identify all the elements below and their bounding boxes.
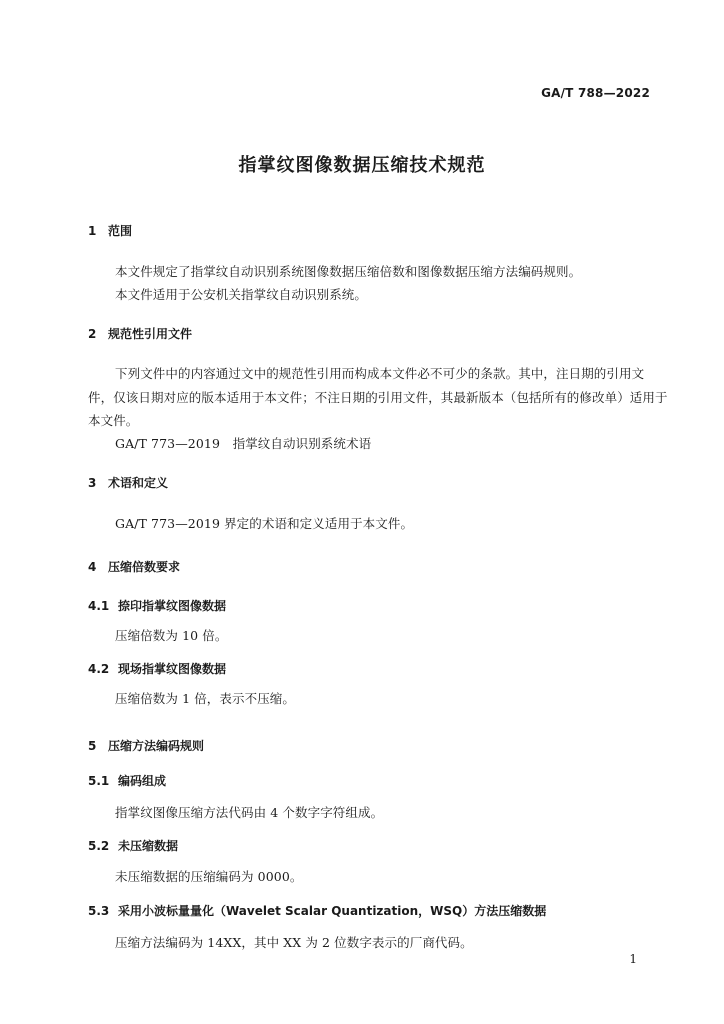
normative-reference: GA/T 773—2019 指掌纹自动识别系统术语 (115, 436, 372, 451)
section-number: 5.1 (88, 774, 110, 788)
subsection-5-3-heading (88, 902, 546, 919)
section-number: 5.3 (88, 904, 110, 918)
section-title: 压缩倍数要求 (108, 560, 181, 574)
subsection-5-2-heading (88, 837, 178, 854)
subsection-5-1-heading (88, 772, 166, 789)
section-3-heading (88, 474, 168, 491)
section-title: 编码组成 (118, 774, 167, 788)
section-title: 现场指掌纹图像数据 (118, 662, 227, 676)
section-5-heading (88, 737, 204, 754)
paragraph: 压缩方法编码为 14XX，其中 XX 为 2 位数字表示的厂商代码。 (115, 935, 473, 950)
paragraph: GA/T 773—2019 界定的术语和定义适用于本文件。 (115, 516, 414, 531)
page-number: 1 (629, 952, 637, 966)
paragraph: 本文件适用于公安机关指掌纹自动识别系统。 (115, 287, 368, 302)
paragraph: 本文件规定了指掌纹自动识别系统图像数据压缩倍数和图像数据压缩方法编码规则。 (115, 264, 582, 279)
section-number: 5 (88, 739, 97, 753)
paragraph: 指掌纹图像压缩方法代码由 4 个数字字符组成。 (115, 805, 384, 820)
section-title: 采用小波标量量化（Wavelet Scalar Quantization，WSQ）方法压缩数据 (118, 904, 547, 918)
paragraph-line: 本文件。 (88, 413, 139, 428)
paragraph: 压缩倍数为 1 倍，表示不压缩。 (115, 691, 296, 706)
paragraph-line: 件，仅该日期对应的版本适用于本文件；不注日期的引用文件，其最新版本（包括所有的修改单）适用于 (88, 390, 668, 405)
section-number: 5.2 (88, 839, 110, 853)
document-title: 指掌纹图像数据压缩技术规范 (238, 155, 486, 176)
section-number: 3 (88, 476, 97, 490)
subsection-4-2-heading (88, 660, 226, 677)
paragraph-line: 下列文件中的内容通过文中的规范性引用而构成本文件必不可少的条款。其中，注日期的引用文 (115, 366, 645, 381)
section-number: 2 (88, 327, 97, 341)
section-4-heading (88, 558, 180, 575)
section-number: 4.1 (88, 599, 110, 613)
standard-code: GA/T 788—2022 (541, 86, 650, 100)
section-2-heading (88, 325, 192, 342)
paragraph: 未压缩数据的压缩编码为 0000。 (115, 869, 303, 884)
section-title: 捺印指掌纹图像数据 (118, 599, 227, 613)
section-title: 未压缩数据 (118, 839, 179, 853)
section-title: 压缩方法编码规则 (108, 739, 205, 753)
section-number: 4.2 (88, 662, 110, 676)
section-title: 术语和定义 (108, 476, 169, 490)
section-1-heading (88, 222, 132, 239)
section-number: 1 (88, 224, 97, 238)
section-title: 规范性引用文件 (108, 327, 193, 341)
subsection-4-1-heading (88, 597, 226, 614)
paragraph: 压缩倍数为 10 倍。 (115, 628, 228, 643)
section-number: 4 (88, 560, 97, 574)
section-title: 范围 (108, 224, 133, 238)
